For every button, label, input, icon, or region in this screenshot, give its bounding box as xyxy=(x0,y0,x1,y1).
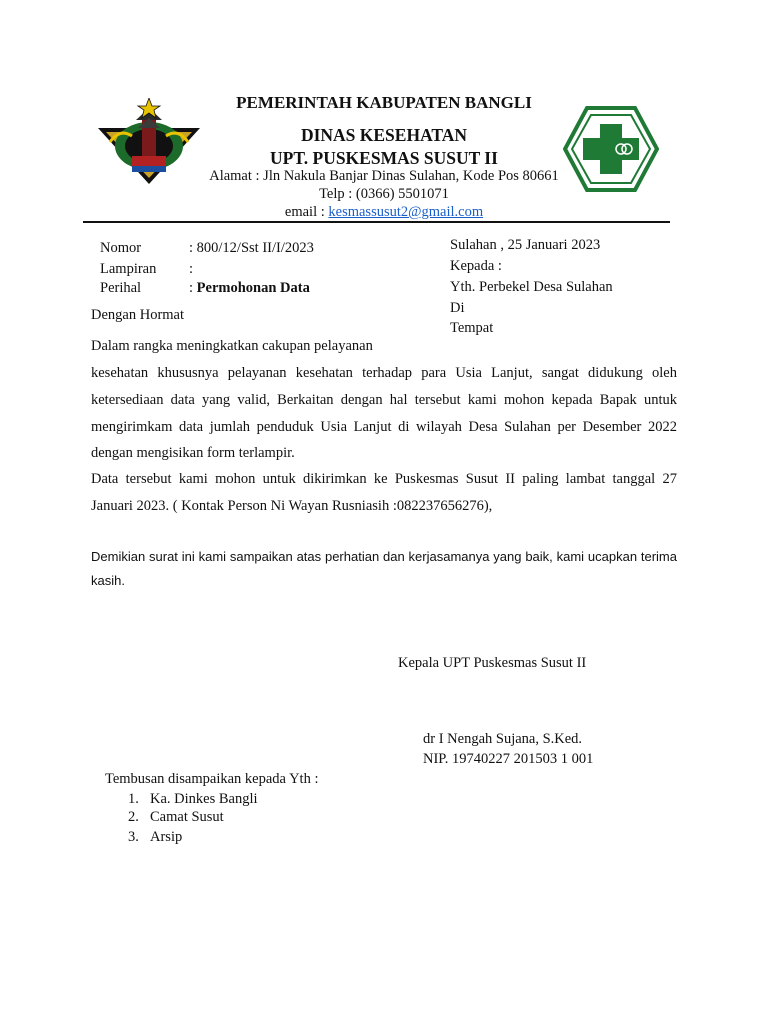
paragraph-1-line-4: mengirimkam data jumlah penduduk Usia Lanjut di wilayah Desa Sulahan per Desember 2022 xyxy=(91,419,677,435)
nomor-value: : 800/12/Sst II/I/2023 xyxy=(189,240,314,256)
kepada-label: Kepada : xyxy=(450,258,502,274)
paragraph-1-line-1: Dalam rangka meningkatkan cakupan pelayanan xyxy=(91,338,373,354)
cc-item: Ka. Dinkes Bangli xyxy=(150,791,258,807)
perihal-text: Permohonan Data xyxy=(196,280,310,296)
cc-item: Arsip xyxy=(150,829,183,845)
perihal-colon: : xyxy=(189,280,197,296)
email-label: email : xyxy=(284,204,329,220)
recipient-di: Di xyxy=(450,300,465,316)
lampiran-label: Lampiran xyxy=(100,261,157,277)
paragraph-3-line-1: Demikian surat ini kami sampaikan atas perhatian dan kerjasamanya yang baik, kami ucapkan terima xyxy=(91,549,677,564)
paragraph-2-line-1: Data tersebut kami mohon untuk dikirimkan ke Puskesmas Susut II paling lambat tanggal 27 xyxy=(91,471,677,487)
dept-title: DINAS KESEHATAN xyxy=(300,125,468,145)
paragraph-1-line-2: kesehatan khususnya pelayanan kesehatan terhadap para Usia Lanjut, sangat didukung oleh xyxy=(91,365,677,381)
signature-nip: NIP. 19740227 201503 1 001 xyxy=(423,751,594,767)
cc-item: Camat Susut xyxy=(150,809,224,825)
cc-item-number: 3. xyxy=(128,829,139,845)
cc-item-number: 1. xyxy=(128,791,139,807)
recipient-place: Tempat xyxy=(450,320,494,336)
telp-line: Telp : (0366) 5501071 xyxy=(319,186,449,202)
place-date: Sulahan , 25 Januari 2023 xyxy=(450,237,601,253)
paragraph-3-line-2: kasih. xyxy=(91,573,125,588)
paragraph-1-line-5: dengan mengisikan form terlampir. xyxy=(91,445,295,461)
cc-item-number: 2. xyxy=(128,809,139,825)
gov-title: PEMERINTAH KABUPATEN BANGLI xyxy=(236,93,532,112)
paragraph-2-line-2: Januari 2023. ( Kontak Person Ni Wayan Rusniasih :082237656276), xyxy=(91,498,493,514)
email-line xyxy=(0,204,768,221)
cc-heading: Tembusan disampaikan kepada Yth : xyxy=(105,771,319,787)
lampiran-value: : xyxy=(189,261,194,277)
unit-title: UPT. PUSKESMAS SUSUT II xyxy=(270,148,498,168)
paragraph-1-line-3: ketersediaan data yang valid, Berkaitan dengan hal tersebut kami mohon kepada Bapak untuk xyxy=(91,392,677,408)
email-link[interactable]: kesmassusut2@gmail.com xyxy=(328,204,484,220)
address-line: Alamat : Jln Nakula Banjar Dinas Sulahan, Kode Pos 80661 xyxy=(209,168,559,184)
signature-title: Kepala UPT Puskesmas Susut II xyxy=(398,655,587,671)
nomor-label: Nomor xyxy=(100,240,142,256)
letterhead-divider xyxy=(83,221,670,223)
puskesmas-cross-icon xyxy=(563,106,659,192)
recipient-name: Yth. Perbekel Desa Sulahan xyxy=(450,279,613,295)
perihal-label: Perihal xyxy=(100,280,142,296)
signature-name: dr I Nengah Sujana, S.Ked. xyxy=(423,731,583,747)
salutation: Dengan Hormat xyxy=(91,307,185,323)
perihal-value xyxy=(189,280,310,297)
